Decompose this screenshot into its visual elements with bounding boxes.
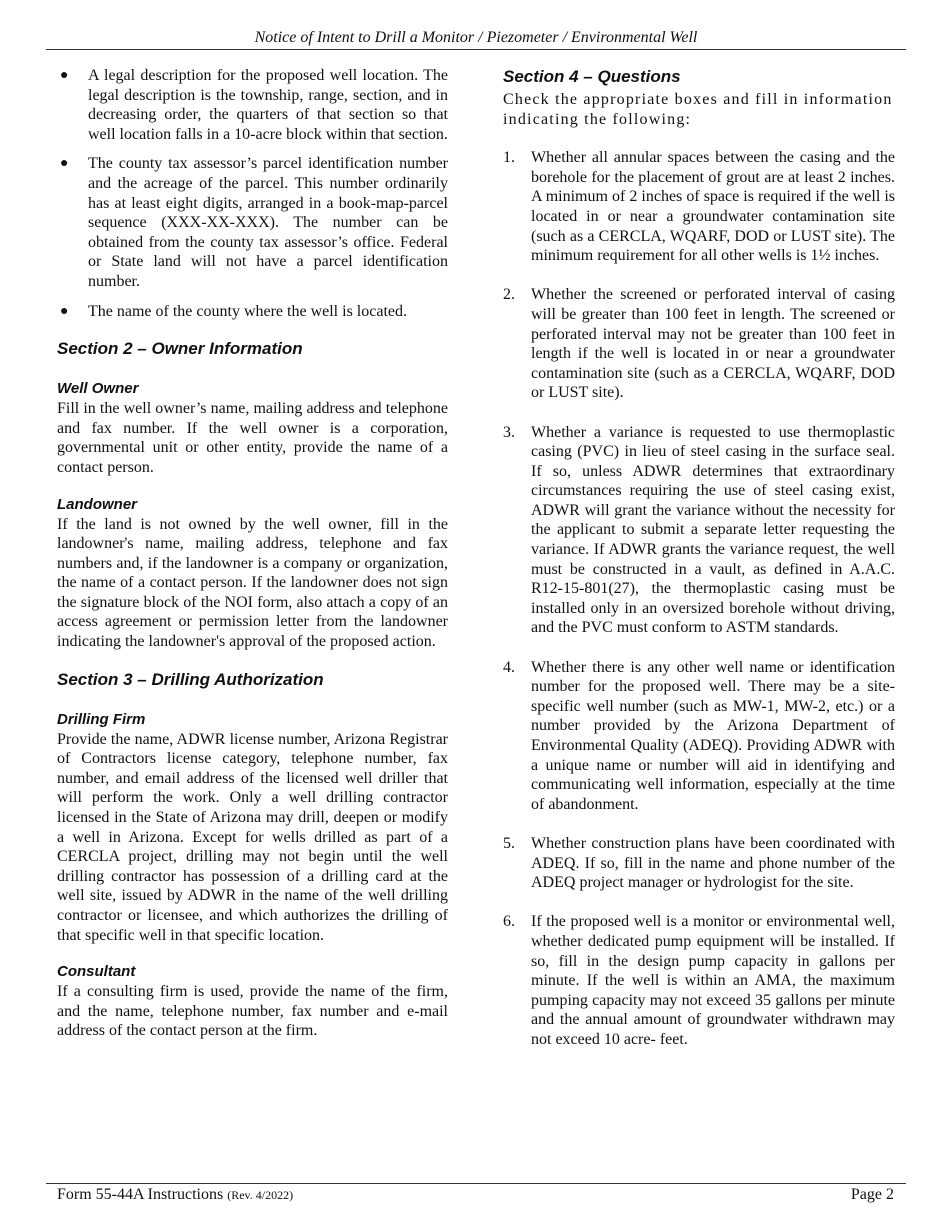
section2-heading: Section 2 – Owner Information <box>57 339 303 359</box>
question-list <box>503 148 895 1049</box>
consultant-text: If a consulting firm is used, provide the name of the firm, and the name, telephone number, fax number and e-mail address of the contact person at the firm. <box>57 983 448 1040</box>
list-item: ● The name of the county where the well is located. <box>60 302 407 320</box>
list-item: 5. Whether construction plans have been coordinated with ADEQ. If so, fill in the name and phone number of the ADEQ project manager or hydrologist for the site. <box>503 834 895 892</box>
landowner-heading: Landowner <box>57 495 138 513</box>
list-item: ● The county tax assessor’s parcel identification number and the acreage of the parcel. This number ordinarily has at least eight digits, arranged in a book-map-parcel sequence (XXX-XX-XXX). The number can be obtained from the county tax assessor’s office. Federal or State land will not have a parcel identification number. <box>60 155 448 290</box>
well-owner-text: Fill in the well owner’s name, mailing address and telephone and fax number. If the well owner is a corporation, governmental unit or other entity, provide the name of a contact person. <box>57 400 448 476</box>
list-item: 1. Whether all annular spaces between the casing and the borehole for the placement of grout are at least 2 inches. A minimum of 2 inches of space is required if the well is located in or near a groundwater contamination site (such as a CERCLA, WQARF, DOD or LUST site). The minimum requirement for all other wells is 1½ inches. <box>503 149 895 265</box>
list-item: ● A legal description for the proposed well location. The legal description is the township, range, section, and in decreasing order, the quarters of that section so that well location falls in a 10-acre block within that section. <box>60 67 448 143</box>
section3-heading: Section 3 – Drilling Authorization <box>57 669 324 689</box>
bullet-icon: ● <box>60 303 69 319</box>
revision-label: (Rev. 4/2022) <box>227 1188 294 1202</box>
section4-heading: Section 4 – Questions <box>503 67 681 86</box>
list-item: 4. Whether there is any other well name or identification number for the proposed well. There may be a site-specific well number (such as MW-1, MW-2, etc.) or a number provided by the Arizona Department of Environmental Quality (ADEQ). Providing ADWR with a unique name or number will aid in identifying and communicating well information, especially at the time of abandonment. <box>503 658 895 813</box>
list-item: 2. Whether the screened or perforated interval of casing will be greater than 100 feet in length. The screened or perforated interval may not be greater than 100 feet in length if the well is located in or near a groundwater contamination site (such as a CERCLA, WQARF, DOD or LUST site). <box>503 286 895 402</box>
bullet-icon: ● <box>60 68 69 83</box>
list-item: 3. Whether a variance is requested to use thermoplastic casing (PVC) in lieu of steel casing in the surface seal. If so, unless ADWR determines that extraordinary circumstances requiring the use of steel casing exist, ADWR will grant the variance without the necessity for the applicant to submit a separate letter requesting the variance. If ADWR grants the variance request, the well must be constructed in a vault, as defined in A.A.C. R12-15-801(27), the thermoplastic casing must be installed only in an oversized borehole without driving, and the PVC must conform to ASTM standards. <box>503 423 895 637</box>
consultant-heading: Consultant <box>57 963 136 981</box>
drilling-firm-text: Provide the name, ADWR license number, Arizona Registrar of Contractors license category, telephone number, fax number, and email address of the licensed well driller that will perform the work. Only a well drilling contractor licensed in the State of Arizona may drill, deepen or modify a well in Arizona. Except for wells drilled as part of a CERCLA project, drilling may not begin until the well drilling contractor has possession of a drilling card at the well site, issued by ADWR in the name of the well drilling contractor or licensee, and which authorizes the drilling of that specific well in that specific location. <box>57 730 448 944</box>
bullet-list <box>57 66 448 321</box>
list-item: 6. If the proposed well is a monitor or environmental well, whether dedicated pump equipment will be installed. If so, fill in the design pump capacity in gallons per minute. If the well is within an AMA, the maximum pumping capacity may not exceed 35 gallons per minute and the annual amount of groundwater withdrawn may not exceed 10 acre- feet. <box>503 913 895 1048</box>
right-column <box>503 66 895 1069</box>
landowner-text: If the land is not owned by the well owner, fill in the landowner's name, mailing address, telephone and fax numbers and, if the landowner is a company or organization, the name of a contact person. If the landowner does not sign the signature block of the NOI form, also attach a copy of an access agreement or permission letter from the landowner indicating the landowner's approval of the proposed action. <box>57 515 448 651</box>
form-label: Form 55-44A Instructions (Rev. 4/2022) <box>57 1186 294 1203</box>
section4-intro: Check the appropriate boxes and fill in information indicating the following: <box>503 91 893 128</box>
header-title: Notice of Intent to Drill a Monitor / Piezometer / Environmental Well <box>254 29 698 46</box>
page-footer <box>46 1183 906 1203</box>
drilling-firm-heading: Drilling Firm <box>57 710 146 728</box>
page-number: Page 2 <box>850 1186 894 1203</box>
bullet-icon: ● <box>60 156 69 172</box>
page-header <box>46 28 906 50</box>
left-column <box>57 66 448 1041</box>
well-owner-heading: Well Owner <box>57 380 139 398</box>
